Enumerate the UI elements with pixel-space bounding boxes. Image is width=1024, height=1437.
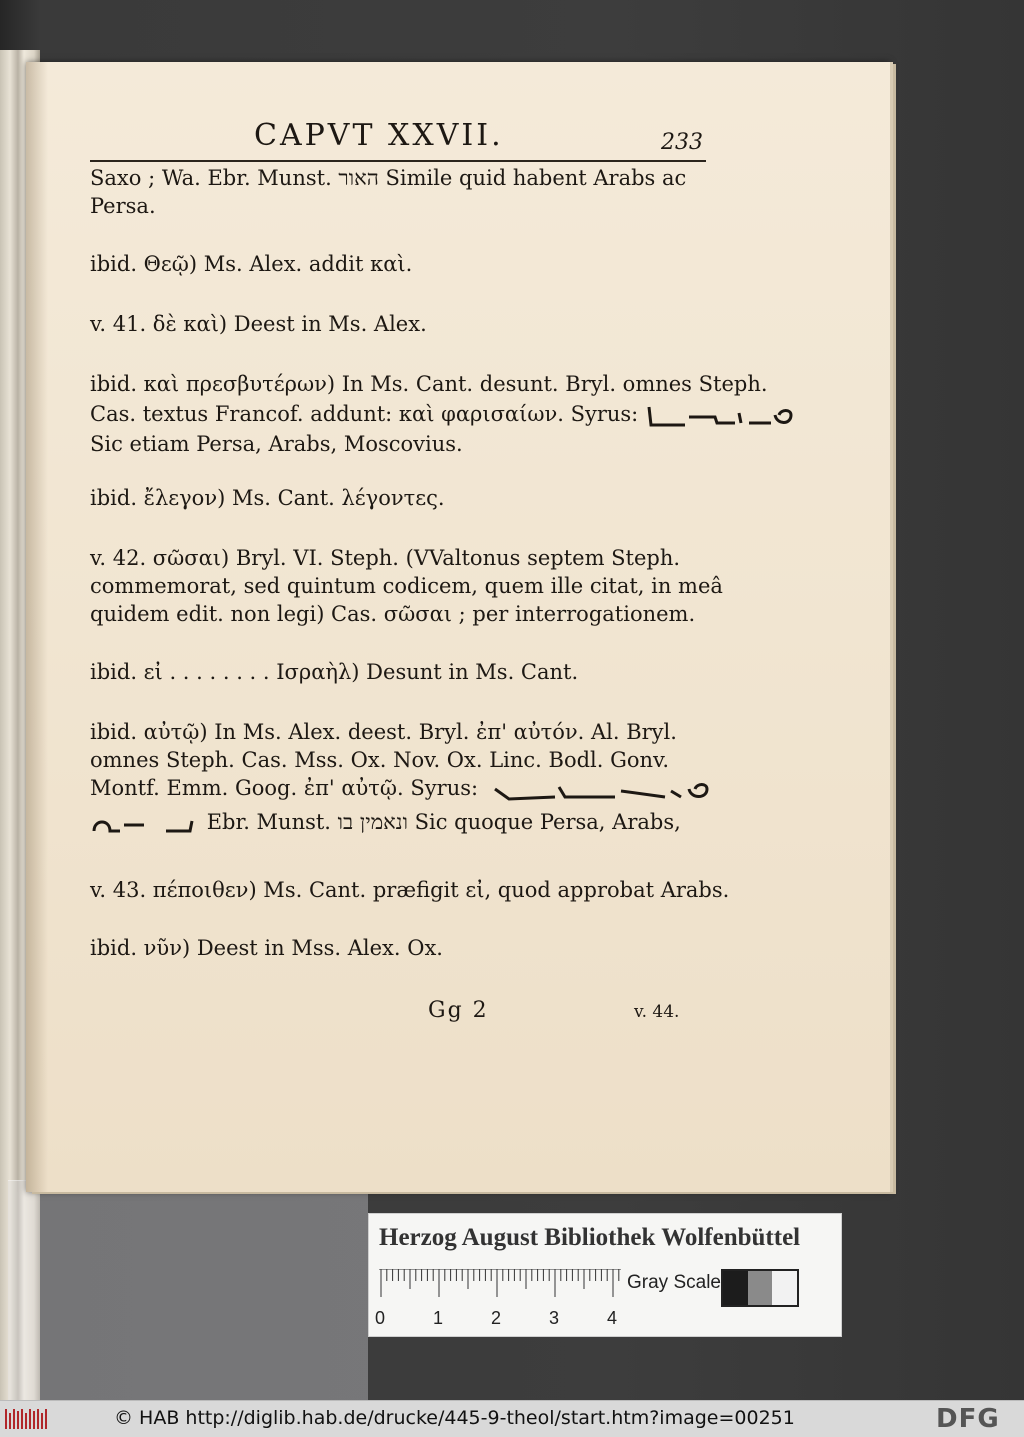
text-line: commemorat, sed quintum codicem, quem ille citat, in meâ	[90, 574, 723, 598]
text-line: Sic etiam Persa, Arabs, Moscovius.	[90, 432, 463, 456]
text-segment: Ebr. Munst. ונאמין בו Sic quoque Persa, Arabs,	[206, 810, 681, 834]
text-line: v. 43. πέποιθεν) Ms. Cant. præfigit εἰ, quod approbat Arabs.	[90, 878, 730, 902]
ruler-number: 1	[433, 1308, 444, 1328]
dfg-logo: DFG	[936, 1404, 1000, 1434]
library-color-card	[368, 1213, 842, 1337]
text-line: ibid. εἰ . . . . . . . . Ισραὴλ) Desunt in Ms. Cant.	[90, 660, 579, 684]
text-line: Saxo ; Wa. Ebr. Munst. האור Simile quid habent Arabs ac	[90, 166, 687, 190]
running-head: CAPVT XXVII.	[254, 118, 504, 153]
ruler-number: 4	[607, 1308, 618, 1328]
head-rule	[90, 160, 706, 162]
library-name: Herzog August Bibliothek Wolfenbüttel	[379, 1224, 801, 1251]
text-line: v. 41. δὲ καὶ) Deest in Ms. Alex.	[90, 312, 427, 336]
hab-logo-icon	[4, 1407, 48, 1431]
copyright-link[interactable]: © HAB http://diglib.hab.de/drucke/445-9-theol/start.htm?image=00251	[114, 1407, 795, 1429]
text-line: omnes Steph. Cas. Mss. Ox. Nov. Ox. Linc. Bodl. Gonv.	[90, 748, 670, 772]
text-segment: Cas. textus Francof. addunt: καὶ φαρισαίων. Syrus:	[90, 402, 639, 426]
text-line: Persa.	[90, 194, 156, 218]
gray-scale-label: Gray Scale	[627, 1272, 721, 1293]
catchword: v. 44.	[634, 1002, 680, 1022]
gray-patch-dark	[723, 1271, 748, 1305]
ruler-number: 0	[375, 1308, 386, 1328]
text-line: ibid. νῦν) Deest in Mss. Alex. Ox.	[90, 936, 443, 960]
syriac-text-image	[485, 777, 715, 803]
gray-scale-patches	[721, 1269, 799, 1307]
syriac-text-image	[90, 811, 200, 837]
text-line	[90, 810, 681, 837]
book-page	[26, 62, 890, 1192]
ruler-number: 2	[491, 1308, 502, 1328]
syriac-text-image	[645, 403, 795, 429]
text-line: quidem edit. non legi) Cas. σῶσαι ; per interrogationem.	[90, 602, 696, 626]
viewer-footer	[0, 1400, 1024, 1437]
plastic-sleeve	[8, 1180, 368, 1401]
text-line	[90, 776, 715, 803]
signature-mark: Gg 2	[428, 998, 489, 1023]
text-line	[90, 402, 795, 429]
gray-patch-light	[772, 1271, 797, 1305]
text-line: ibid. αὐτῷ) In Ms. Alex. deest. Bryl. ἐπ' αὐτόν. Al. Bryl.	[90, 720, 677, 744]
text-line: ibid. ἔλεγον) Ms. Cant. λέγοντες.	[90, 486, 445, 510]
text-line: ibid. Θεῷ) Ms. Alex. addit καὶ.	[90, 252, 413, 276]
page-gutter-shadow	[26, 62, 48, 1192]
cm-ruler	[379, 1269, 621, 1299]
text-segment: Montf. Emm. Goog. ἐπ' αὐτῷ. Syrus:	[90, 776, 479, 800]
page-number: 233	[661, 130, 703, 155]
gray-patch-mid	[748, 1271, 773, 1305]
text-line: v. 42. σῶσαι) Bryl. VI. Steph. (VValtonus septem Steph.	[90, 546, 681, 570]
ruler-number: 3	[549, 1308, 560, 1328]
text-line: ibid. καὶ πρεσβυτέρων) In Ms. Cant. desunt. Bryl. omnes Steph.	[90, 372, 768, 396]
